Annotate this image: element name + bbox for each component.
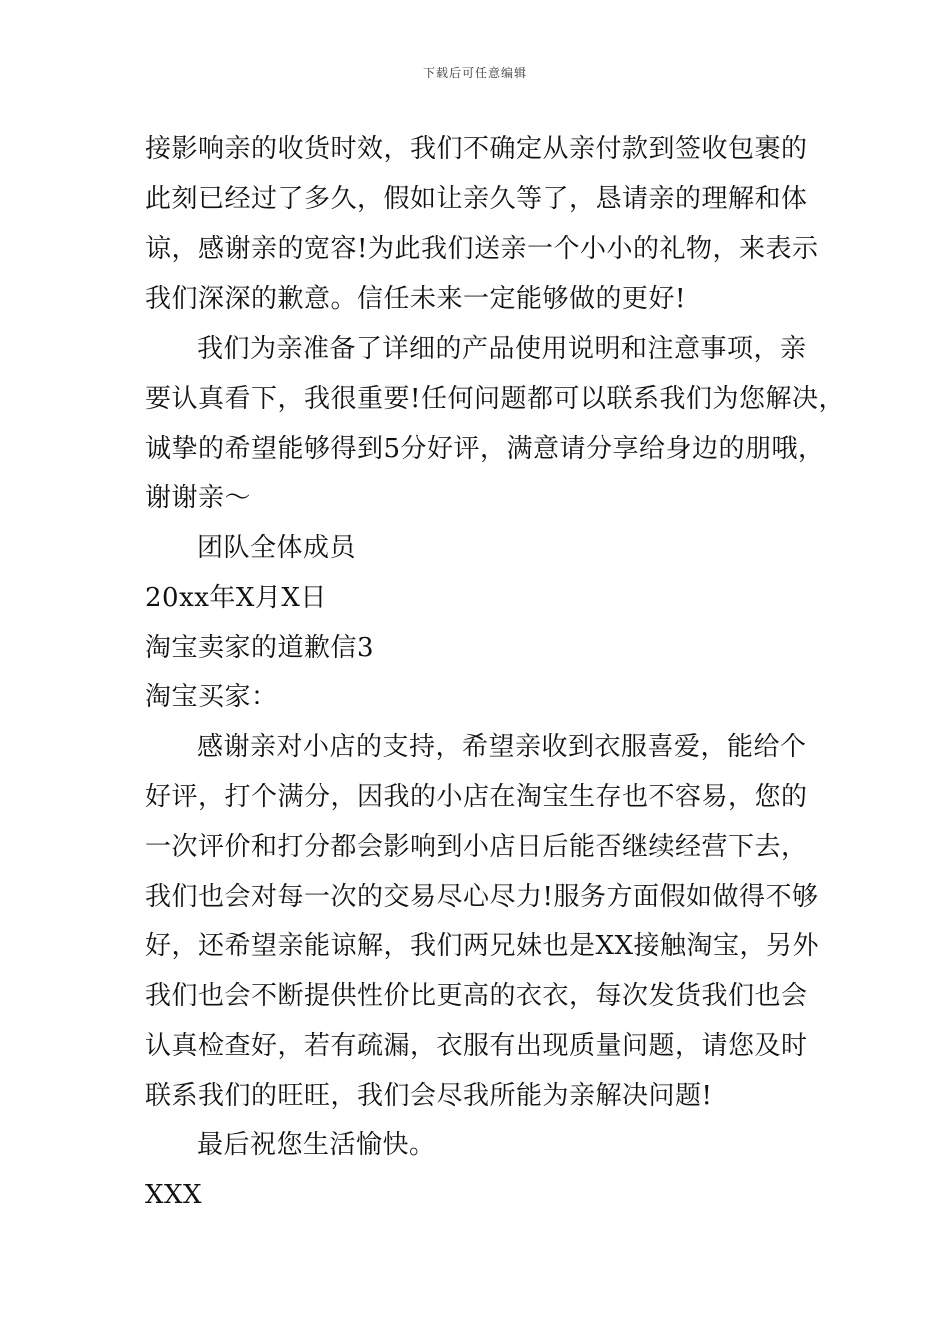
paragraph-start-line: 感谢亲对小店的支持，希望亲收到衣服喜爱，能给个 (197, 732, 807, 762)
page-header-note: 下载后可任意编辑 (422, 66, 527, 80)
section-title: 淘宝卖家的道歉信3 (145, 633, 375, 663)
date-line: 20xx年X月X日 (145, 583, 327, 613)
body-line: 一次评价和打分都会影响到小店日后能否继续经营下去， (145, 832, 808, 862)
body-line: 好评，打个满分，因我的小店在淘宝生存也不容易，您的 (145, 782, 808, 812)
body-line: 接影响亲的收货时效，我们不确定从亲付款到签收包裹的 (145, 134, 808, 164)
body-line: 我们也会对每一次的交易尽心尽力!服务方面假如做得不够 (145, 882, 819, 912)
closing-line: 最后祝您生活愉快。 (197, 1130, 436, 1160)
paragraph-start-line: 我们为亲准备了详细的产品使用说明和注意事项，亲 (197, 334, 807, 364)
body-line: 我们也会不断提供性价比更高的衣衣，每次发货我们也会 (145, 981, 808, 1011)
salutation: 淘宝买家： (145, 682, 278, 712)
body-line: 好，还希望亲能谅解，我们两兄妹也是XX接触淘宝，另外 (145, 931, 820, 961)
body-line: 联系我们的旺旺，我们会尽我所能为亲解决问题! (145, 1081, 713, 1111)
signature-team: 团队全体成员 (197, 533, 357, 563)
body-line: 要认真看下，我很重要!任何问题都可以联系我们为您解决， (145, 384, 845, 414)
body-line: 谅，感谢亲的宽容!为此我们送亲一个小小的礼物，来表示 (145, 234, 819, 264)
body-line: 谢谢亲～ (145, 483, 252, 513)
body-line: 认真检查好，若有疏漏，衣服有出现质量问题，请您及时 (145, 1031, 808, 1061)
signature-name: XXX (145, 1180, 203, 1210)
body-line: 我们深深的歉意。信任未来一定能够做的更好! (145, 284, 686, 314)
body-line: 此刻已经过了多久，假如让亲久等了，恳请亲的理解和体 (145, 184, 808, 214)
body-line: 诚挚的希望能够得到5分好评，满意请分享给身边的朋哦， (145, 434, 825, 464)
